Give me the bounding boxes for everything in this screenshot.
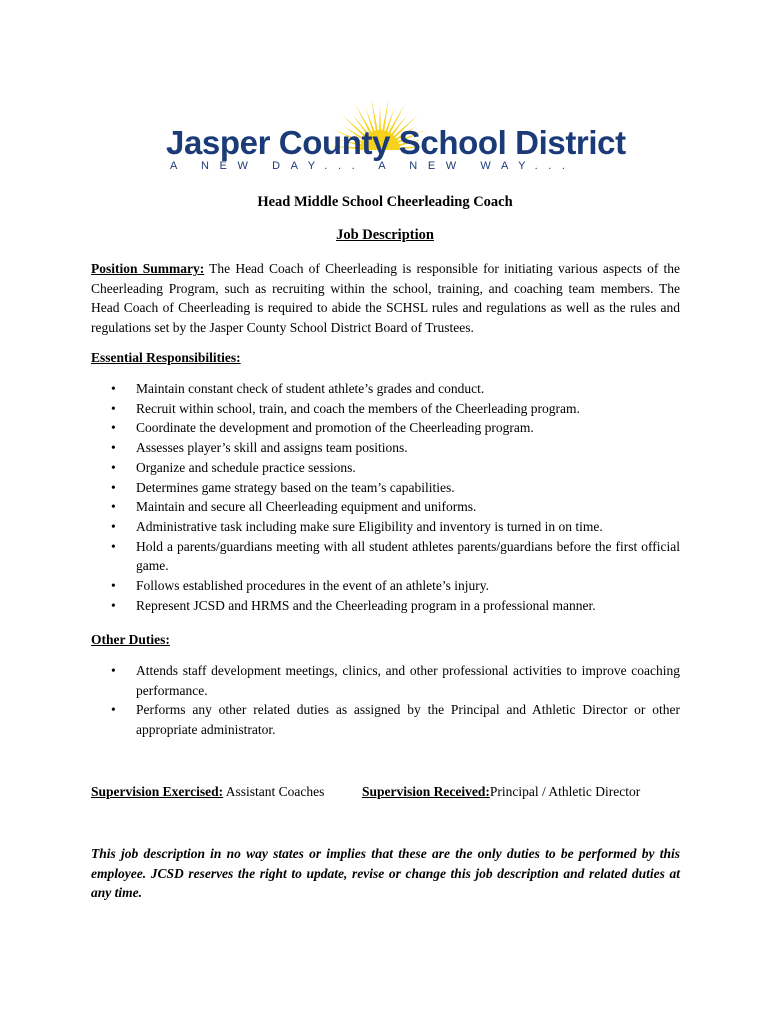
supervision-received-value: Principal / Athletic Director [489,784,641,799]
list-item: • Hold a parents/guardians meeting with all student athletes parents/guardians before the first official game. [91,537,680,576]
list-item: • Determines game strategy based on the team’s capabilities. [91,478,680,498]
position-summary-text: The Head Coach of Cheerleading is responsible for initiating various aspects of the Cheerleading Program, such as recruiting within the school, training, and coaching team members. The Head Coach of Cheerleading is required to abide the SCHSL rules and regulations as well as the rules and regulations set by the Jasper County School District Board of Trustees. [91,261,680,335]
list-item: • Attends staff development meetings, clinics, and other professional activities to improve coaching performance. [91,661,680,700]
supervision-exercised [91,782,324,802]
list-item: • Coordinate the development and promotion of the Cheerleading program. [91,418,680,438]
list-item: • Administrative task including make sure Eligibility and inventory is turned in on time. [91,517,680,537]
job-title: Head Middle School Cheerleading Coach [257,194,513,210]
supervision-received [362,782,640,802]
supervision-exercised-value: Assistant Coaches [225,784,325,799]
list-item: • Performs any other related duties as assigned by the Principal and Athletic Director or other appropriate administrator. [91,700,680,739]
list-item: • Recruit within school, train, and coach the members of the Cheerleading program. [91,399,680,419]
disclaimer: This job description in no way states or implies that these are the only duties to be performed by this employee. JCSD reserves the right to update, revise or change this job description and related duties at any time. [91,846,680,900]
list-item: • Represent JCSD and HRMS and the Cheerleading program in a professional manner. [91,596,680,616]
list-item: • Assesses player’s skill and assigns team positions. [91,438,680,458]
essential-heading: Essential Responsibilities: [91,350,241,365]
list-item: • Maintain constant check of student athlete’s grades and conduct. [91,379,680,399]
supervision-exercised-label: Supervision Exercised: [91,784,224,799]
list-item: • Maintain and secure all Cheerleading equipment and uniforms. [91,497,680,517]
other-duties-list [91,661,680,740]
logo-tagline: A NEW DAY... A NEW WAY... [170,160,576,172]
supervision-received-label: Supervision Received: [362,784,490,799]
list-item: • Organize and schedule practice sessions. [91,458,680,478]
list-item: • Follows established procedures in the event of an athlete’s injury. [91,576,680,596]
logo-title: Jasper County School District [166,124,626,161]
other-duties-heading: Other Duties: [91,632,170,647]
doc-subtitle: Job Description [336,227,434,243]
position-summary [91,259,680,337]
position-summary-label: Position Summary: [91,261,205,276]
essential-list [91,379,680,615]
